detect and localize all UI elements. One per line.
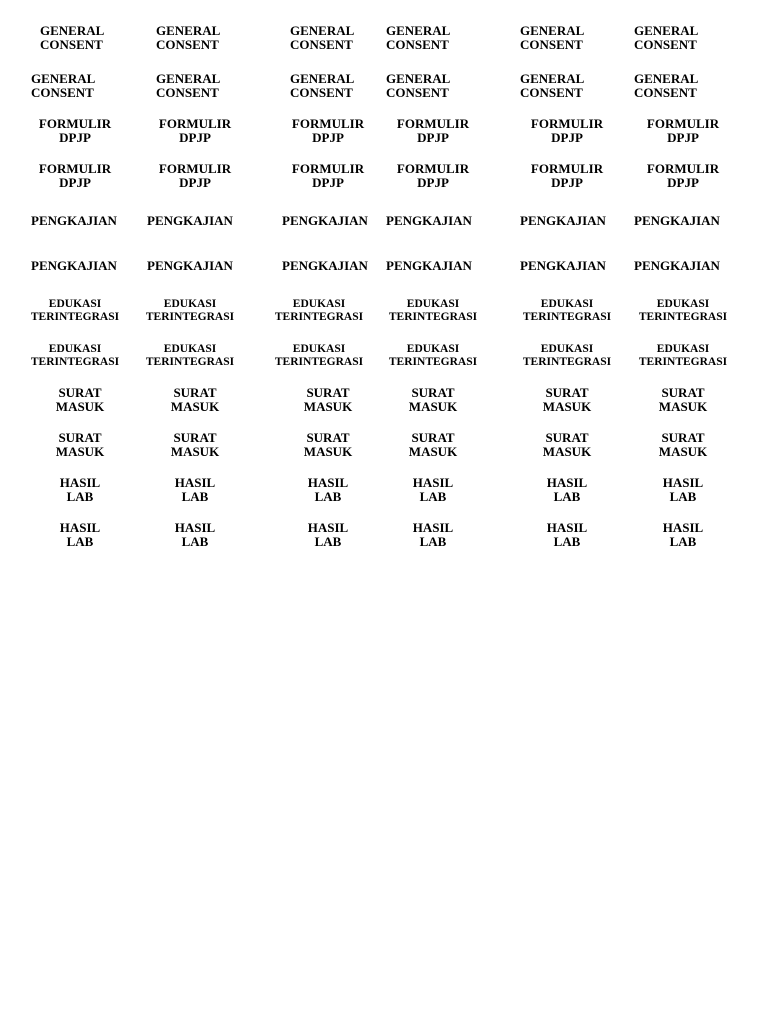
label-pengkajian: PENGKAJIAN [282,258,368,273]
label-pengkajian: PENGKAJIAN [520,213,606,228]
label-hasil-lab: HASIL LAB [59,475,101,504]
label-pengkajian: PENGKAJIAN [31,258,117,273]
label-edukasi-terintegrasi: EDUKASI TERINTEGRASI [522,298,612,323]
label-edukasi-terintegrasi: EDUKASI TERINTEGRASI [274,298,364,323]
label-general-consent: GENERAL CONSENT [290,71,355,100]
label-pengkajian: PENGKAJIAN [282,213,368,228]
label-hasil-lab: HASIL LAB [174,475,216,504]
label-formulir-dpjp: FORMULIR DPJP [291,161,365,190]
label-pengkajian: PENGKAJIAN [386,258,472,273]
label-hasil-lab: HASIL LAB [412,475,454,504]
label-surat-masuk: SURAT MASUK [170,385,220,414]
label-hasil-lab: HASIL LAB [412,520,454,549]
label-hasil-lab: HASIL LAB [174,520,216,549]
label-hasil-lab: HASIL LAB [662,520,704,549]
label-pengkajian: PENGKAJIAN [31,213,117,228]
label-surat-masuk: SURAT MASUK [542,430,592,459]
label-formulir-dpjp: FORMULIR DPJP [646,116,720,145]
label-general-consent: GENERAL CONSENT [386,23,451,52]
label-edukasi-terintegrasi: EDUKASI TERINTEGRASI [274,343,364,368]
label-general-consent: GENERAL CONSENT [31,71,96,100]
label-edukasi-terintegrasi: EDUKASI TERINTEGRASI [388,343,478,368]
label-general-consent: GENERAL CONSENT [520,71,585,100]
label-edukasi-terintegrasi: EDUKASI TERINTEGRASI [388,298,478,323]
label-formulir-dpjp: FORMULIR DPJP [38,116,112,145]
label-general-consent: GENERAL CONSENT [386,71,451,100]
label-surat-masuk: SURAT MASUK [303,430,353,459]
label-surat-masuk: SURAT MASUK [658,385,708,414]
label-formulir-dpjp: FORMULIR DPJP [530,161,604,190]
label-formulir-dpjp: FORMULIR DPJP [291,116,365,145]
label-edukasi-terintegrasi: EDUKASI TERINTEGRASI [638,298,728,323]
label-hasil-lab: HASIL LAB [307,520,349,549]
label-edukasi-terintegrasi: EDUKASI TERINTEGRASI [145,298,235,323]
label-pengkajian: PENGKAJIAN [147,258,233,273]
label-hasil-lab: HASIL LAB [546,475,588,504]
label-pengkajian: PENGKAJIAN [147,213,233,228]
label-general-consent: GENERAL CONSENT [156,23,221,52]
label-surat-masuk: SURAT MASUK [55,385,105,414]
label-surat-masuk: SURAT MASUK [658,430,708,459]
label-surat-masuk: SURAT MASUK [55,430,105,459]
label-general-consent: GENERAL CONSENT [634,23,699,52]
label-edukasi-terintegrasi: EDUKASI TERINTEGRASI [145,343,235,368]
label-surat-masuk: SURAT MASUK [170,430,220,459]
label-formulir-dpjp: FORMULIR DPJP [38,161,112,190]
label-hasil-lab: HASIL LAB [662,475,704,504]
label-formulir-dpjp: FORMULIR DPJP [396,116,470,145]
label-formulir-dpjp: FORMULIR DPJP [396,161,470,190]
label-general-consent: GENERAL CONSENT [40,23,105,52]
label-hasil-lab: HASIL LAB [546,520,588,549]
label-general-consent: GENERAL CONSENT [520,23,585,52]
label-edukasi-terintegrasi: EDUKASI TERINTEGRASI [638,343,728,368]
label-pengkajian: PENGKAJIAN [386,213,472,228]
label-surat-masuk: SURAT MASUK [408,385,458,414]
label-surat-masuk: SURAT MASUK [408,430,458,459]
label-formulir-dpjp: FORMULIR DPJP [158,116,232,145]
label-formulir-dpjp: FORMULIR DPJP [158,161,232,190]
label-pengkajian: PENGKAJIAN [520,258,606,273]
label-hasil-lab: HASIL LAB [59,520,101,549]
label-surat-masuk: SURAT MASUK [542,385,592,414]
label-edukasi-terintegrasi: EDUKASI TERINTEGRASI [522,343,612,368]
label-hasil-lab: HASIL LAB [307,475,349,504]
label-edukasi-terintegrasi: EDUKASI TERINTEGRASI [30,298,120,323]
label-pengkajian: PENGKAJIAN [634,258,720,273]
label-surat-masuk: SURAT MASUK [303,385,353,414]
label-general-consent: GENERAL CONSENT [634,71,699,100]
label-pengkajian: PENGKAJIAN [634,213,720,228]
label-general-consent: GENERAL CONSENT [290,23,355,52]
label-general-consent: GENERAL CONSENT [156,71,221,100]
label-formulir-dpjp: FORMULIR DPJP [530,116,604,145]
label-edukasi-terintegrasi: EDUKASI TERINTEGRASI [30,343,120,368]
label-formulir-dpjp: FORMULIR DPJP [646,161,720,190]
